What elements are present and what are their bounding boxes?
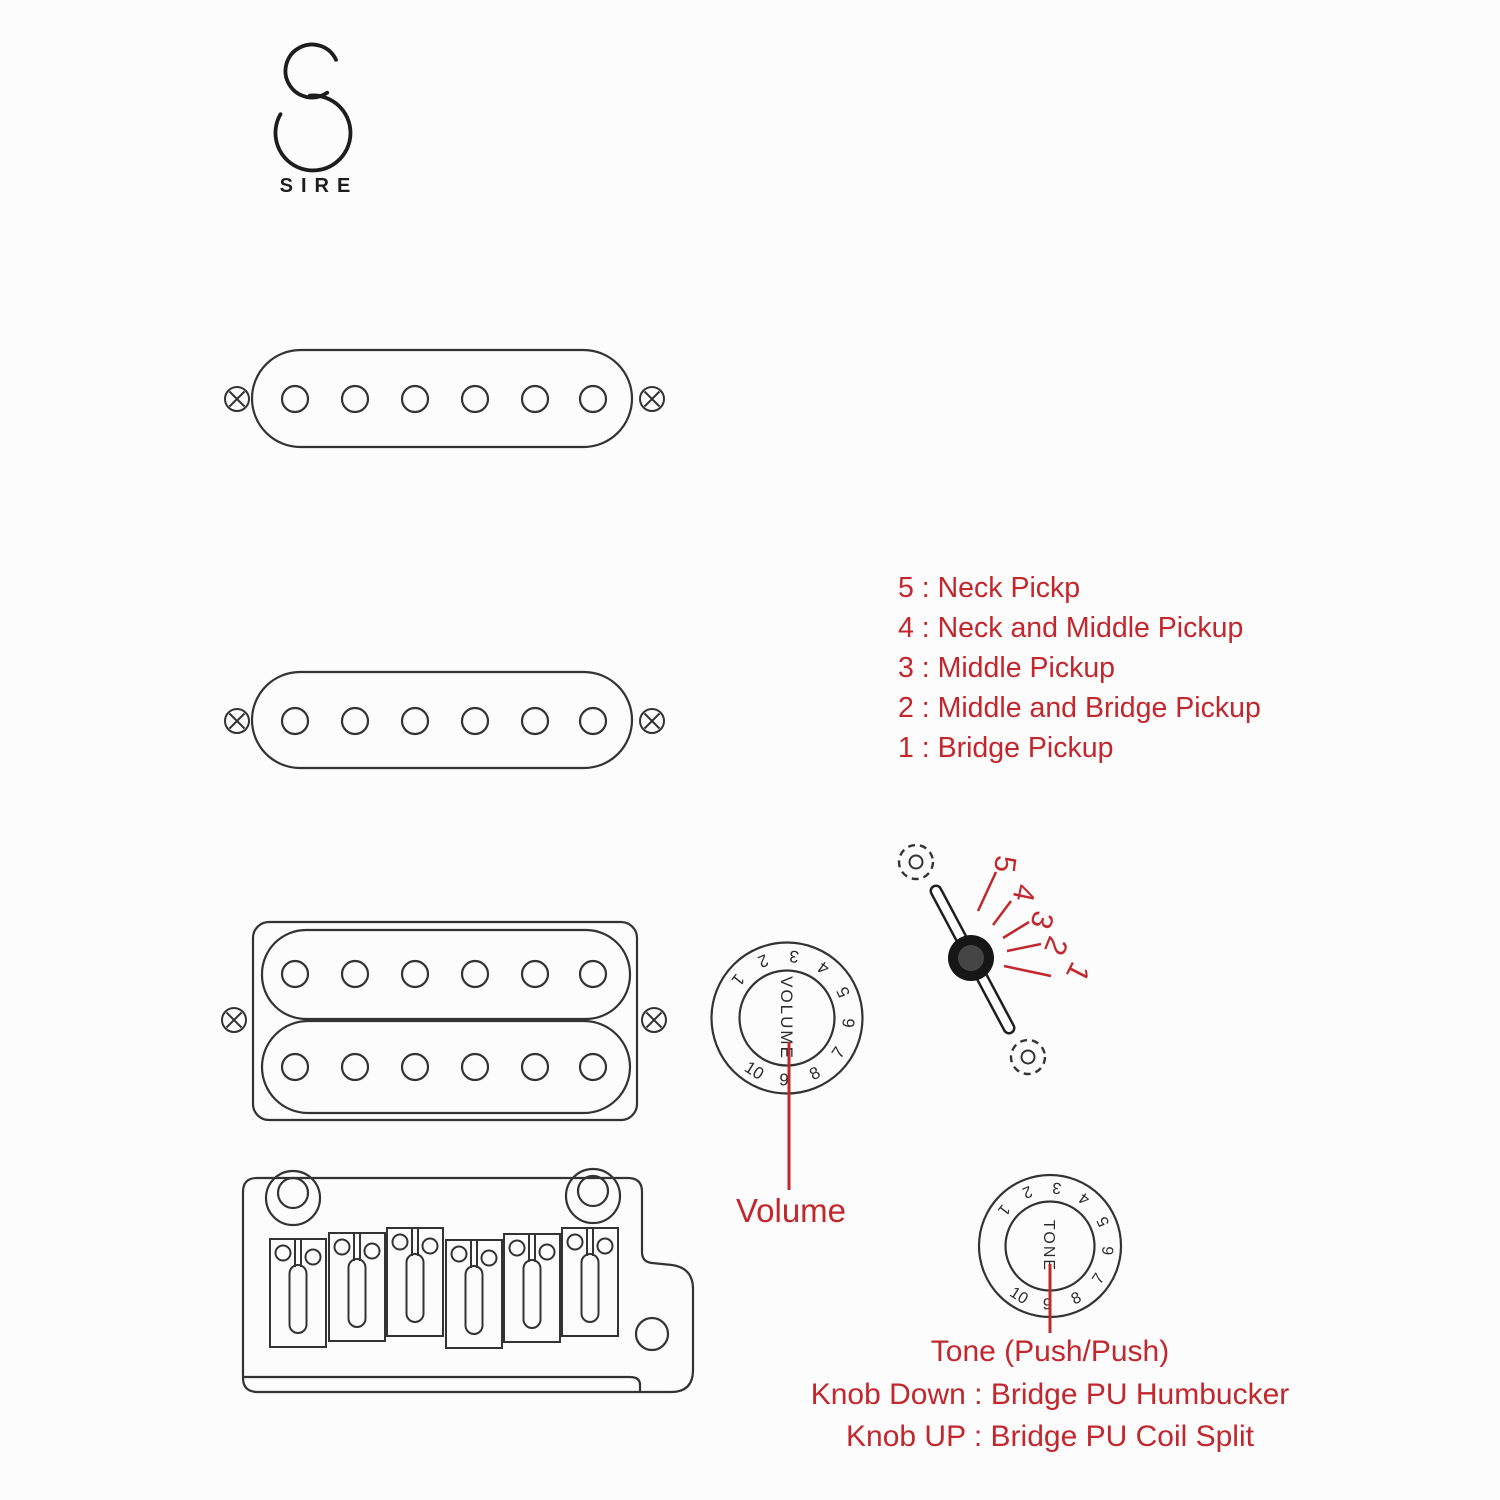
neck-pickup [225,350,664,447]
bridge-humbucker-pickup [222,922,666,1120]
tone-knob [811,1175,1290,1453]
switch-number: 2 [1037,931,1074,960]
bridge-saddle [446,1240,502,1348]
humbucker-coil-bottom [262,1021,630,1113]
volume-knob-dial-text: VOLUME [777,976,796,1060]
sire-logo [275,45,358,197]
svg-text:9: 9 [1042,1296,1053,1314]
sire-logo-top-loop [285,45,336,98]
bridge-plate-lip [243,1377,640,1392]
tone-caption-line: Knob UP : Bridge PU Coil Split [846,1420,1254,1453]
switch-mount-screw [1022,1051,1035,1064]
pickup-selector-legend [898,572,1261,764]
pole-piece [402,1054,428,1080]
screw-icon [640,709,664,733]
switch-number: 4 [1005,881,1042,905]
legend-line: 1 : Bridge Pickup [898,732,1114,764]
switch-knob-cap [958,945,984,971]
pole-piece [580,1054,606,1080]
switch-position-numbers [987,854,1096,987]
switch-number: 5 [987,853,1022,875]
svg-text:1: 1 [994,1200,1013,1219]
pole-piece [282,708,308,734]
pole-piece [342,961,368,987]
switch-number: 1 [1059,956,1097,987]
pole-piece [462,961,488,987]
legend-line: 5 : Neck Pickp [898,572,1081,604]
pole-piece [342,1054,368,1080]
pole-piece [282,961,308,987]
bridge-saddle [270,1239,326,1347]
switch-mount-screw [910,856,923,869]
svg-text:9: 9 [778,1070,790,1090]
pole-piece [462,386,488,412]
tone-caption-line: Tone (Push/Push) [930,1335,1170,1368]
screw-icon [642,1008,666,1032]
pole-piece [580,386,606,412]
svg-text:5: 5 [832,983,854,1001]
pole-piece [342,708,368,734]
switch-mount-hole [899,845,933,879]
pole-piece [522,961,548,987]
svg-text:5: 5 [1094,1213,1114,1229]
bridge-saddle [562,1228,618,1336]
pole-piece [282,386,308,412]
pole-piece [522,386,548,412]
pole-piece [522,708,548,734]
bridge-saddle [504,1234,560,1342]
svg-text:6: 6 [838,1017,859,1029]
middle-pickup [225,672,664,768]
screw-icon [640,387,664,411]
volume-knob [712,943,863,1230]
svg-text:7: 7 [1089,1270,1109,1288]
svg-text:7: 7 [827,1043,849,1062]
bridge-saddle [329,1233,385,1341]
bridge-saddle [387,1228,443,1336]
sire-logo-bottom-loop [275,95,350,170]
pole-piece [402,961,428,987]
svg-text:4: 4 [1076,1188,1094,1208]
tone-caption-line: Knob Down : Bridge PU Humbucker [810,1378,1290,1411]
svg-text:1: 1 [727,970,749,990]
screw-icon [222,1008,246,1032]
svg-text:3: 3 [788,946,801,967]
pole-piece [462,1054,488,1080]
pole-piece [522,1054,548,1080]
legend-line: 4 : Neck and Middle Pickup [898,612,1244,644]
svg-text:6: 6 [1099,1245,1118,1257]
bridge-base-plate [243,1178,693,1392]
pole-piece [402,386,428,412]
switch-mount-hole [1011,1040,1045,1074]
pole-piece [342,386,368,412]
svg-text:8: 8 [1068,1289,1085,1309]
sire-wordmark: SIRE [279,175,359,197]
pole-piece [282,1054,308,1080]
svg-text:10: 10 [741,1057,768,1084]
svg-text:10: 10 [1006,1284,1031,1308]
legend-line: 2 : Middle and Bridge Pickup [898,692,1261,724]
volume-label: Volume [735,1192,847,1229]
pole-piece [462,708,488,734]
five-way-selector-switch [899,845,1096,1074]
pole-piece [580,961,606,987]
svg-text:4: 4 [814,957,833,979]
tone-caption [811,1335,1290,1453]
svg-text:2: 2 [1019,1181,1035,1202]
pole-piece [580,708,606,734]
svg-text:2: 2 [755,950,772,972]
tremolo-bridge [243,1169,693,1392]
svg-text:8: 8 [806,1062,824,1085]
pole-piece [402,708,428,734]
bridge-post [566,1169,620,1223]
bridge-post [266,1171,320,1225]
screw-icon [225,709,249,733]
humbucker-coil-top [262,930,630,1019]
legend-line: 3 : Middle Pickup [898,652,1116,684]
switch-number: 3 [1023,907,1060,933]
tremolo-arm-hole [636,1318,668,1350]
screw-icon [225,387,249,411]
tone-knob-dial-text: TONE [1040,1219,1057,1273]
svg-text:3: 3 [1051,1178,1063,1197]
